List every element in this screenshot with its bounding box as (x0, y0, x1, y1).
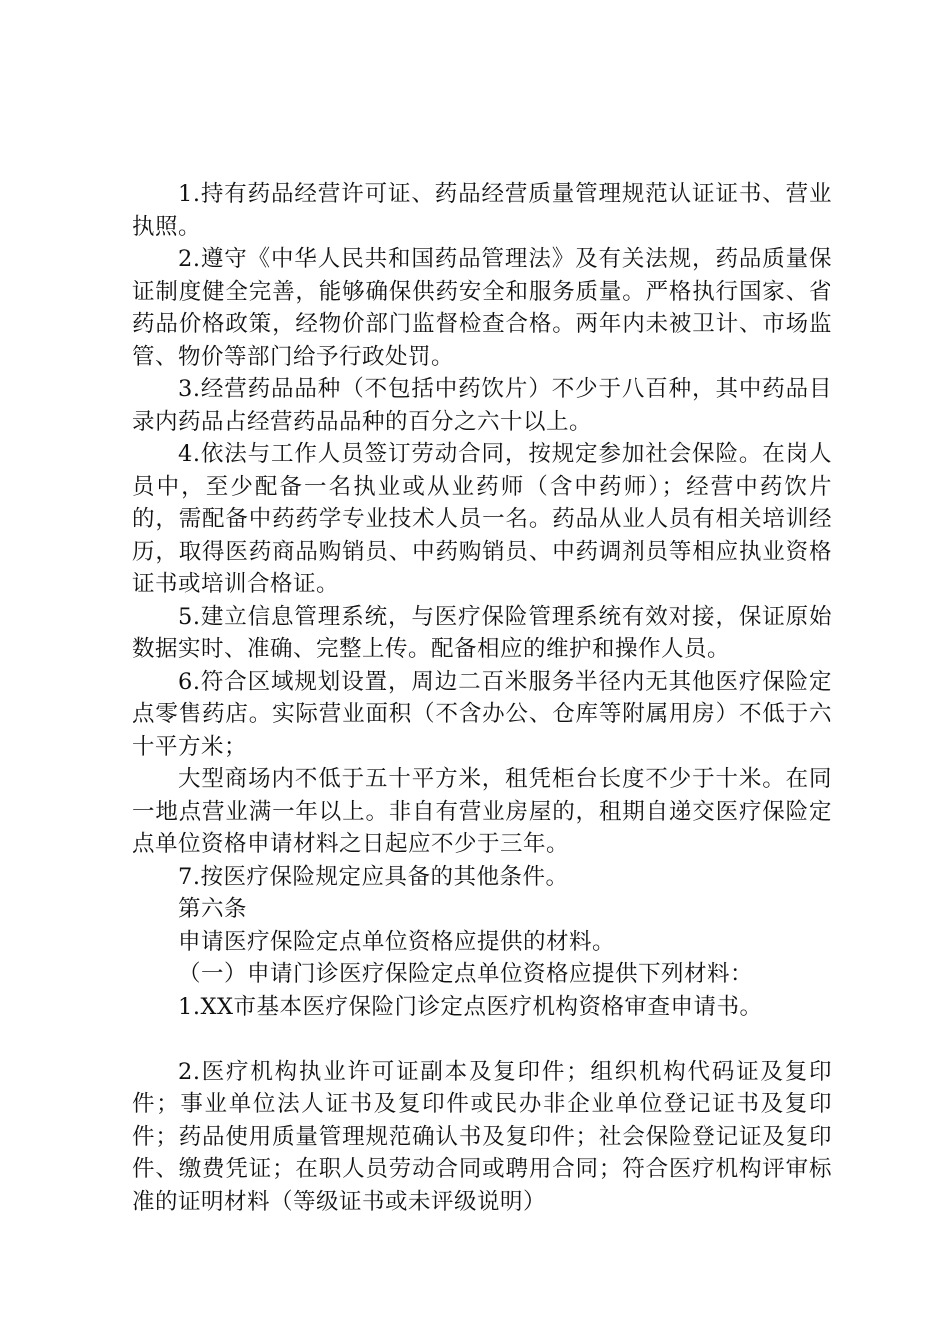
blank-line (132, 1023, 832, 1056)
section-heading: （一）申请门诊医疗保险定点单位资格应提供下列材料： (178, 961, 754, 987)
article-intro: 申请医疗保险定点单位资格应提供的材料。 (178, 928, 616, 955)
paragraph-1: 1.持有药品经营许可证、药品经营质量管理规范认证证书、营业执照。 (132, 181, 832, 240)
material-item-2: 2.医疗机构执业许可证副本及复印件；组织机构代码证及复印件；事业单位法人证书及复印件或民办非企业单位登记证书及复印件；药品使用质量管理规范确认书及复印件；社会保险登记证及复印件、缴费凭证；在职人员劳动合同或聘用合同；符合医疗机构评审标准的证明材料（等级证书或未评级说明） (132, 1058, 832, 1215)
paragraph-4: 4.依法与工作人员签订劳动合同，按规定参加社会保险。在岗人员中，至少配备一名执业或从业药师（含中药师）；经营中药饮片的，需配备中药药学专业技术人员一名。药品从业人员有相关培训经历，取得医药商品购销员、中药购销员、中药调剂员等相应执业资格证书或培训合格证。 (132, 441, 832, 597)
paragraph-6: 6.符合区域规划设置，周边二百米服务半径内无其他医疗保险定点零售药店。实际营业面积（不含办公、仓库等附属用房）不低于六十平方米； (132, 668, 832, 760)
paragraph-6-continued: 大型商场内不低于五十平方米，租凭柜台长度不少于十米。在同一地点营业满一年以上。非自有营业房屋的，租期自递交医疗保险定点单位资格申请材料之日起应不少于三年。 (132, 766, 832, 857)
document-body (132, 178, 832, 1218)
paragraph-7: 7.按医疗保险规定应具备的其他条件。 (178, 863, 569, 890)
material-item-1: 1.XX市基本医疗保险门诊定点医疗机构资格审查申请书。 (178, 993, 763, 1020)
paragraph-3: 3.经营药品品种（不包括中药饮片）不少于八百种，其中药品目录内药品占经营药品品种的百分之六十以上。 (132, 376, 832, 435)
paragraph-5: 5.建立信息管理系统，与医疗保险管理系统有效对接，保证原始数据实时、准确、完整上传。配备相应的维护和操作人员。 (132, 603, 832, 662)
article-heading: 第六条 (178, 896, 248, 922)
paragraph-2: 2.遵守《中华人民共和国药品管理法》及有关法规，药品质量保证制度健全完善，能够确保供药安全和服务质量。严格执行国家、省药品价格政策，经物价部门监督检查合格。两年内未被卫计、市场监管、物价等部门给予行政处罚。 (132, 246, 832, 370)
